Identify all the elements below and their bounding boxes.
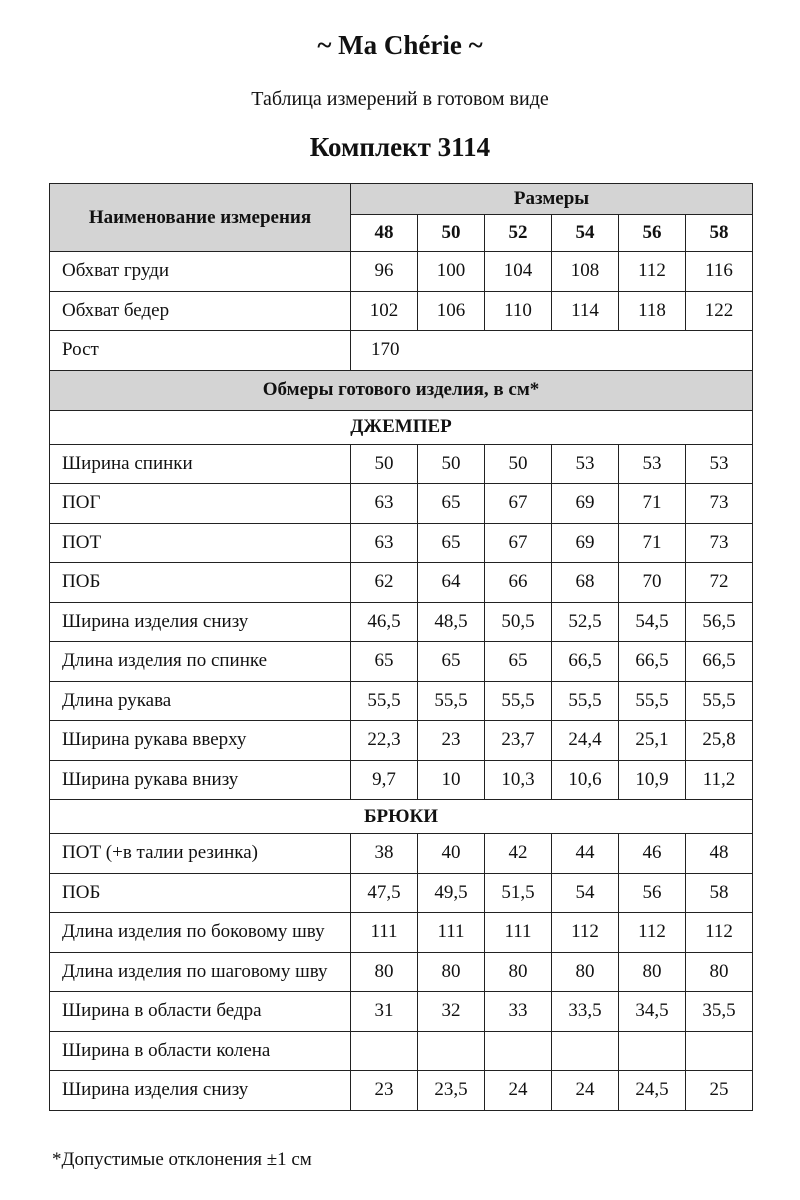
measurement-value: 64: [418, 563, 485, 603]
measurement-value: 96: [351, 252, 418, 292]
measurement-value: [686, 1031, 753, 1071]
measurement-value: 55,5: [418, 681, 485, 721]
measurement-value: 112: [619, 913, 686, 953]
trousers-row: [50, 992, 753, 1032]
trousers-row: [50, 834, 753, 874]
measurement-value: 80: [418, 952, 485, 992]
measurement-value: 55,5: [552, 681, 619, 721]
measurement-value: 66,5: [619, 642, 686, 682]
measurement-value: 25,1: [619, 721, 686, 761]
measurement-value: 106: [418, 291, 485, 331]
measurement-value: 23: [418, 721, 485, 761]
measurement-value: [485, 1031, 552, 1071]
measurement-value: 55,5: [619, 681, 686, 721]
measurement-value: 111: [351, 913, 418, 953]
measurement-value: 110: [485, 291, 552, 331]
measurement-value: 23: [351, 1071, 418, 1111]
measurement-value: 70: [619, 563, 686, 603]
measurement-label: Ширина спинки: [50, 444, 351, 484]
measurement-value: 65: [418, 642, 485, 682]
body-measure-row: [50, 291, 753, 331]
measurement-value: 80: [552, 952, 619, 992]
product-title: Комплект 3114: [309, 132, 491, 162]
measurement-value: 65: [418, 523, 485, 563]
measurement-value: 80: [351, 952, 418, 992]
measurement-value: 66,5: [552, 642, 619, 682]
measurement-value: 24: [485, 1071, 552, 1111]
measurement-value: 46,5: [351, 602, 418, 642]
table-header-row: [50, 184, 753, 215]
measurement-value: 51,5: [485, 873, 552, 913]
footnote: *Допустимые отклонения ±1 см: [52, 1149, 312, 1170]
measurement-value: [552, 1031, 619, 1071]
measurement-value: 47,5: [351, 873, 418, 913]
measurement-value: 58: [686, 873, 753, 913]
measurement-value: 65: [418, 484, 485, 524]
height-row: [50, 331, 753, 371]
measurement-value: 10,9: [619, 760, 686, 800]
measurement-value: 23,7: [485, 721, 552, 761]
measurement-value: 102: [351, 291, 418, 331]
size-50: 50: [418, 215, 485, 252]
size-chart-table: [49, 183, 753, 1111]
measurement-value: 33: [485, 992, 552, 1032]
measurement-value: 32: [418, 992, 485, 1032]
measurement-value: 69: [552, 523, 619, 563]
jumper-row: [50, 484, 753, 524]
measurement-value: 54,5: [619, 602, 686, 642]
measurement-label: Обхват груди: [50, 252, 351, 292]
size-58: 58: [686, 215, 753, 252]
measurement-value: 71: [619, 484, 686, 524]
measurement-value: 48,5: [418, 602, 485, 642]
measurement-label: Длина изделия по спинке: [50, 642, 351, 682]
measurement-value: 42: [485, 834, 552, 874]
measurement-value: 104: [485, 252, 552, 292]
measurement-value: 80: [686, 952, 753, 992]
measurement-value: 35,5: [686, 992, 753, 1032]
measurement-value: 69: [552, 484, 619, 524]
measurement-value: 112: [619, 252, 686, 292]
measurement-value: 114: [552, 291, 619, 331]
measurement-value: [418, 1031, 485, 1071]
jumper-row: [50, 760, 753, 800]
measurement-value: 50,5: [485, 602, 552, 642]
finished-measurements-header-title: Обмеры готового изделия, в см*: [50, 370, 753, 410]
measurement-value: 55,5: [686, 681, 753, 721]
measurement-value: 68: [552, 563, 619, 603]
measurement-value: [351, 1031, 418, 1071]
jumper-row: [50, 681, 753, 721]
measurement-value: 80: [485, 952, 552, 992]
trousers-row: [50, 873, 753, 913]
measurement-label: Ширина в области бедра: [50, 992, 351, 1032]
measurement-value: 10,3: [485, 760, 552, 800]
measurement-value: 118: [619, 291, 686, 331]
measurement-label: ПОГ: [50, 484, 351, 524]
trousers-row: [50, 913, 753, 953]
jumper-row: [50, 721, 753, 761]
height-value: 170: [351, 331, 753, 371]
measurement-value: 33,5: [552, 992, 619, 1032]
size-56: 56: [619, 215, 686, 252]
trousers-section-title: БРЮКИ: [50, 800, 753, 834]
measurement-label: ПОТ (+в талии резинка): [50, 834, 351, 874]
measurement-value: 65: [485, 642, 552, 682]
jumper-section: [50, 410, 753, 444]
measurement-value: 122: [686, 291, 753, 331]
measurement-value: 100: [418, 252, 485, 292]
body-measure-row: [50, 252, 753, 292]
measurement-value: 49,5: [418, 873, 485, 913]
trousers-section: [50, 800, 753, 834]
measurement-value: 44: [552, 834, 619, 874]
jumper-row: [50, 642, 753, 682]
measurement-label: Ширина изделия снизу: [50, 602, 351, 642]
measurement-value: 112: [686, 913, 753, 953]
measurement-value: 55,5: [485, 681, 552, 721]
measurement-value: [619, 1031, 686, 1071]
trousers-row: [50, 1031, 753, 1071]
measurement-value: 62: [351, 563, 418, 603]
measurement-label: Ширина в области колена: [50, 1031, 351, 1071]
measurement-value: 25,8: [686, 721, 753, 761]
measurement-value: 52,5: [552, 602, 619, 642]
measurement-value: 34,5: [619, 992, 686, 1032]
measurement-value: 53: [686, 444, 753, 484]
measurement-value: 40: [418, 834, 485, 874]
measurement-label: Длина изделия по шаговому шву: [50, 952, 351, 992]
measurement-value: 66,5: [686, 642, 753, 682]
measurement-label: Ширина рукава внизу: [50, 760, 351, 800]
measurement-value: 10: [418, 760, 485, 800]
trousers-row: [50, 1071, 753, 1111]
measurement-value: 116: [686, 252, 753, 292]
measurement-value: 55,5: [351, 681, 418, 721]
sizes-header: Размеры: [351, 184, 753, 215]
measurement-label: Длина изделия по боковому шву: [50, 913, 351, 953]
measurement-value: 112: [552, 913, 619, 953]
measurement-value: 73: [686, 484, 753, 524]
height-label: Рост: [50, 331, 351, 371]
size-54: 54: [552, 215, 619, 252]
measurement-value: 24,4: [552, 721, 619, 761]
measurement-value: 67: [485, 484, 552, 524]
measurement-value: 24: [552, 1071, 619, 1111]
measurement-label: ПОБ: [50, 873, 351, 913]
measurement-value: 63: [351, 523, 418, 563]
measurement-value: 53: [619, 444, 686, 484]
measurement-value: 111: [485, 913, 552, 953]
size-48: 48: [351, 215, 418, 252]
measurement-name-header: Наименование измерения: [50, 184, 351, 252]
jumper-section-title: ДЖЕМПЕР: [50, 410, 753, 444]
measurement-label: Ширина рукава вверху: [50, 721, 351, 761]
finished-measurements-header: [50, 370, 753, 410]
jumper-row: [50, 563, 753, 603]
measurement-value: 50: [351, 444, 418, 484]
trousers-row: [50, 952, 753, 992]
measurement-value: 23,5: [418, 1071, 485, 1111]
measurement-value: 9,7: [351, 760, 418, 800]
jumper-row: [50, 602, 753, 642]
size-52: 52: [485, 215, 552, 252]
measurement-value: 56,5: [686, 602, 753, 642]
jumper-row: [50, 444, 753, 484]
measurement-value: 38: [351, 834, 418, 874]
measurement-label: Ширина изделия снизу: [50, 1071, 351, 1111]
document-subtitle: Таблица измерений в готовом виде: [251, 88, 549, 110]
measurement-label: ПОБ: [50, 563, 351, 603]
measurement-value: 11,2: [686, 760, 753, 800]
measurement-label: ПОТ: [50, 523, 351, 563]
measurement-value: 50: [485, 444, 552, 484]
measurement-value: 53: [552, 444, 619, 484]
measurement-value: 48: [686, 834, 753, 874]
measurement-value: 72: [686, 563, 753, 603]
measurement-value: 24,5: [619, 1071, 686, 1111]
measurement-label: Обхват бедер: [50, 291, 351, 331]
measurement-value: 67: [485, 523, 552, 563]
measurement-value: 46: [619, 834, 686, 874]
measurement-value: 25: [686, 1071, 753, 1111]
measurement-value: 66: [485, 563, 552, 603]
measurement-value: 71: [619, 523, 686, 563]
measurement-value: 73: [686, 523, 753, 563]
measurement-value: 111: [418, 913, 485, 953]
measurement-value: 31: [351, 992, 418, 1032]
measurement-value: 54: [552, 873, 619, 913]
measurement-value: 80: [619, 952, 686, 992]
measurement-value: 50: [418, 444, 485, 484]
measurement-label: Длина рукава: [50, 681, 351, 721]
measurement-value: 56: [619, 873, 686, 913]
measurement-value: 10,6: [552, 760, 619, 800]
brand-title: ~ Ma Chérie ~: [317, 30, 483, 60]
measurement-value: 65: [351, 642, 418, 682]
jumper-row: [50, 523, 753, 563]
measurement-value: 108: [552, 252, 619, 292]
measurement-value: 63: [351, 484, 418, 524]
measurement-value: 22,3: [351, 721, 418, 761]
